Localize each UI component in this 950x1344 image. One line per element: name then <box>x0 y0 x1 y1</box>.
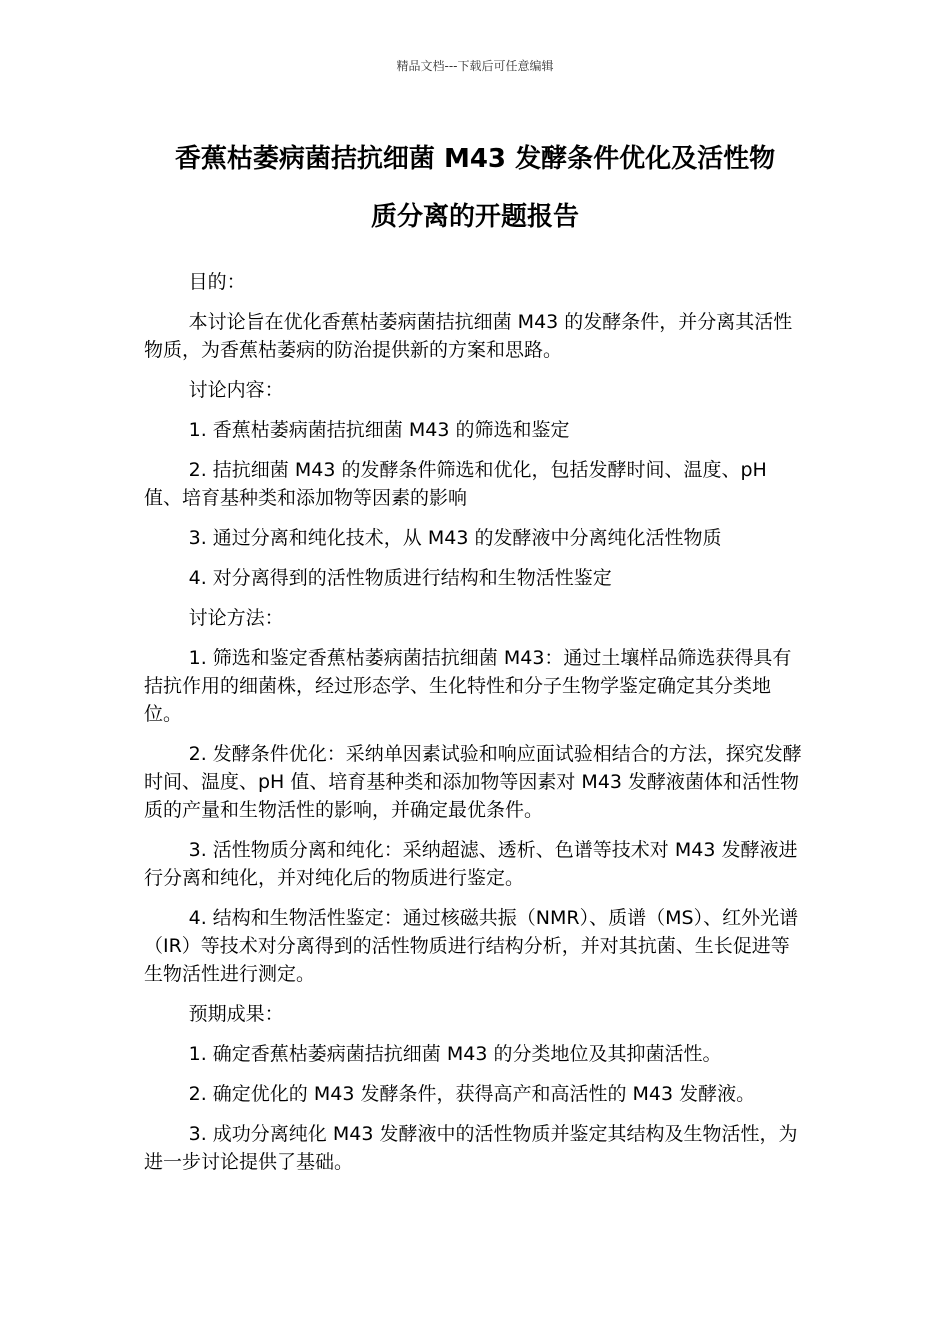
result-item-1: 1. 确定香蕉枯萎病菌拮抗细菌 M43 的分类地位及其抑菌活性。 <box>188 1043 722 1065</box>
section-heading-purpose: 目的： <box>188 271 246 293</box>
method-item-1: 1. 筛选和鉴定香蕉枯萎病菌拮抗细菌 M43：通过土壤样品筛选获得具有拮抗作用的细菌株，经过形态学、生化特性和分子生物学鉴定确定其分类地位。 <box>144 647 792 725</box>
method-item-4: 4. 结构和生物活性鉴定：通过核磁共振（NMR）、质谱（MS）、红外光谱（IR）等技术对分离得到的活性物质进行结构分析，并对其抗菌、生长促进等生物活性进行测定。 <box>144 907 799 985</box>
purpose-paragraph: 本讨论旨在优化香蕉枯萎病菌拮抗细菌 M43 的发酵条件，并分离其活性物质，为香蕉枯萎病的防治提供新的方案和思路。 <box>144 311 793 361</box>
method-item-2: 2. 发酵条件优化：采纳单因素试验和响应面试验相结合的方法，探究发酵时间、温度、pH 值、培育基种类和添加物等因素对 M43 发酵液菌体和活性物质的产量和生物活性的影响，并确定最优条件。 <box>144 743 802 821</box>
content-item-3: 3. 通过分离和纯化技术，从 M43 的发酵液中分离纯化活性物质 <box>188 527 722 549</box>
content-item-1: 1. 香蕉枯萎病菌拮抗细菌 M43 的筛选和鉴定 <box>188 419 570 441</box>
method-item-3: 3. 活性物质分离和纯化：采纳超滤、透析、色谱等技术对 M43 发酵液进行分离和纯化，并对纯化后的物质进行鉴定。 <box>144 839 798 889</box>
content-item-2: 2. 拮抗细菌 M43 的发酵条件筛选和优化，包括发酵时间、温度、pH 值、培育基种类和添加物等因素的影响 <box>144 459 767 509</box>
document-title-line-2: 质分离的开题报告 <box>370 202 579 232</box>
result-item-3: 3. 成功分离纯化 M43 发酵液中的活性物质并鉴定其结构及生物活性，为进一步讨论提供了基础。 <box>144 1123 798 1173</box>
section-heading-results: 预期成果： <box>188 1003 284 1025</box>
section-heading-content: 讨论内容： <box>188 379 284 401</box>
document-title <box>130 130 820 246</box>
page-header-note: 精品文档---下载后可任意编辑 <box>396 59 554 73</box>
section-heading-methods: 讨论方法： <box>188 607 284 629</box>
content-item-4: 4. 对分离得到的活性物质进行结构和生物活性鉴定 <box>188 567 612 589</box>
document-title-line-1: 香蕉枯萎病菌拮抗细菌 M43 发酵条件优化及活性物 <box>174 144 776 174</box>
document-body <box>144 268 806 1188</box>
result-item-2: 2. 确定优化的 M43 发酵条件，获得高产和高活性的 M43 发酵液。 <box>188 1083 756 1105</box>
